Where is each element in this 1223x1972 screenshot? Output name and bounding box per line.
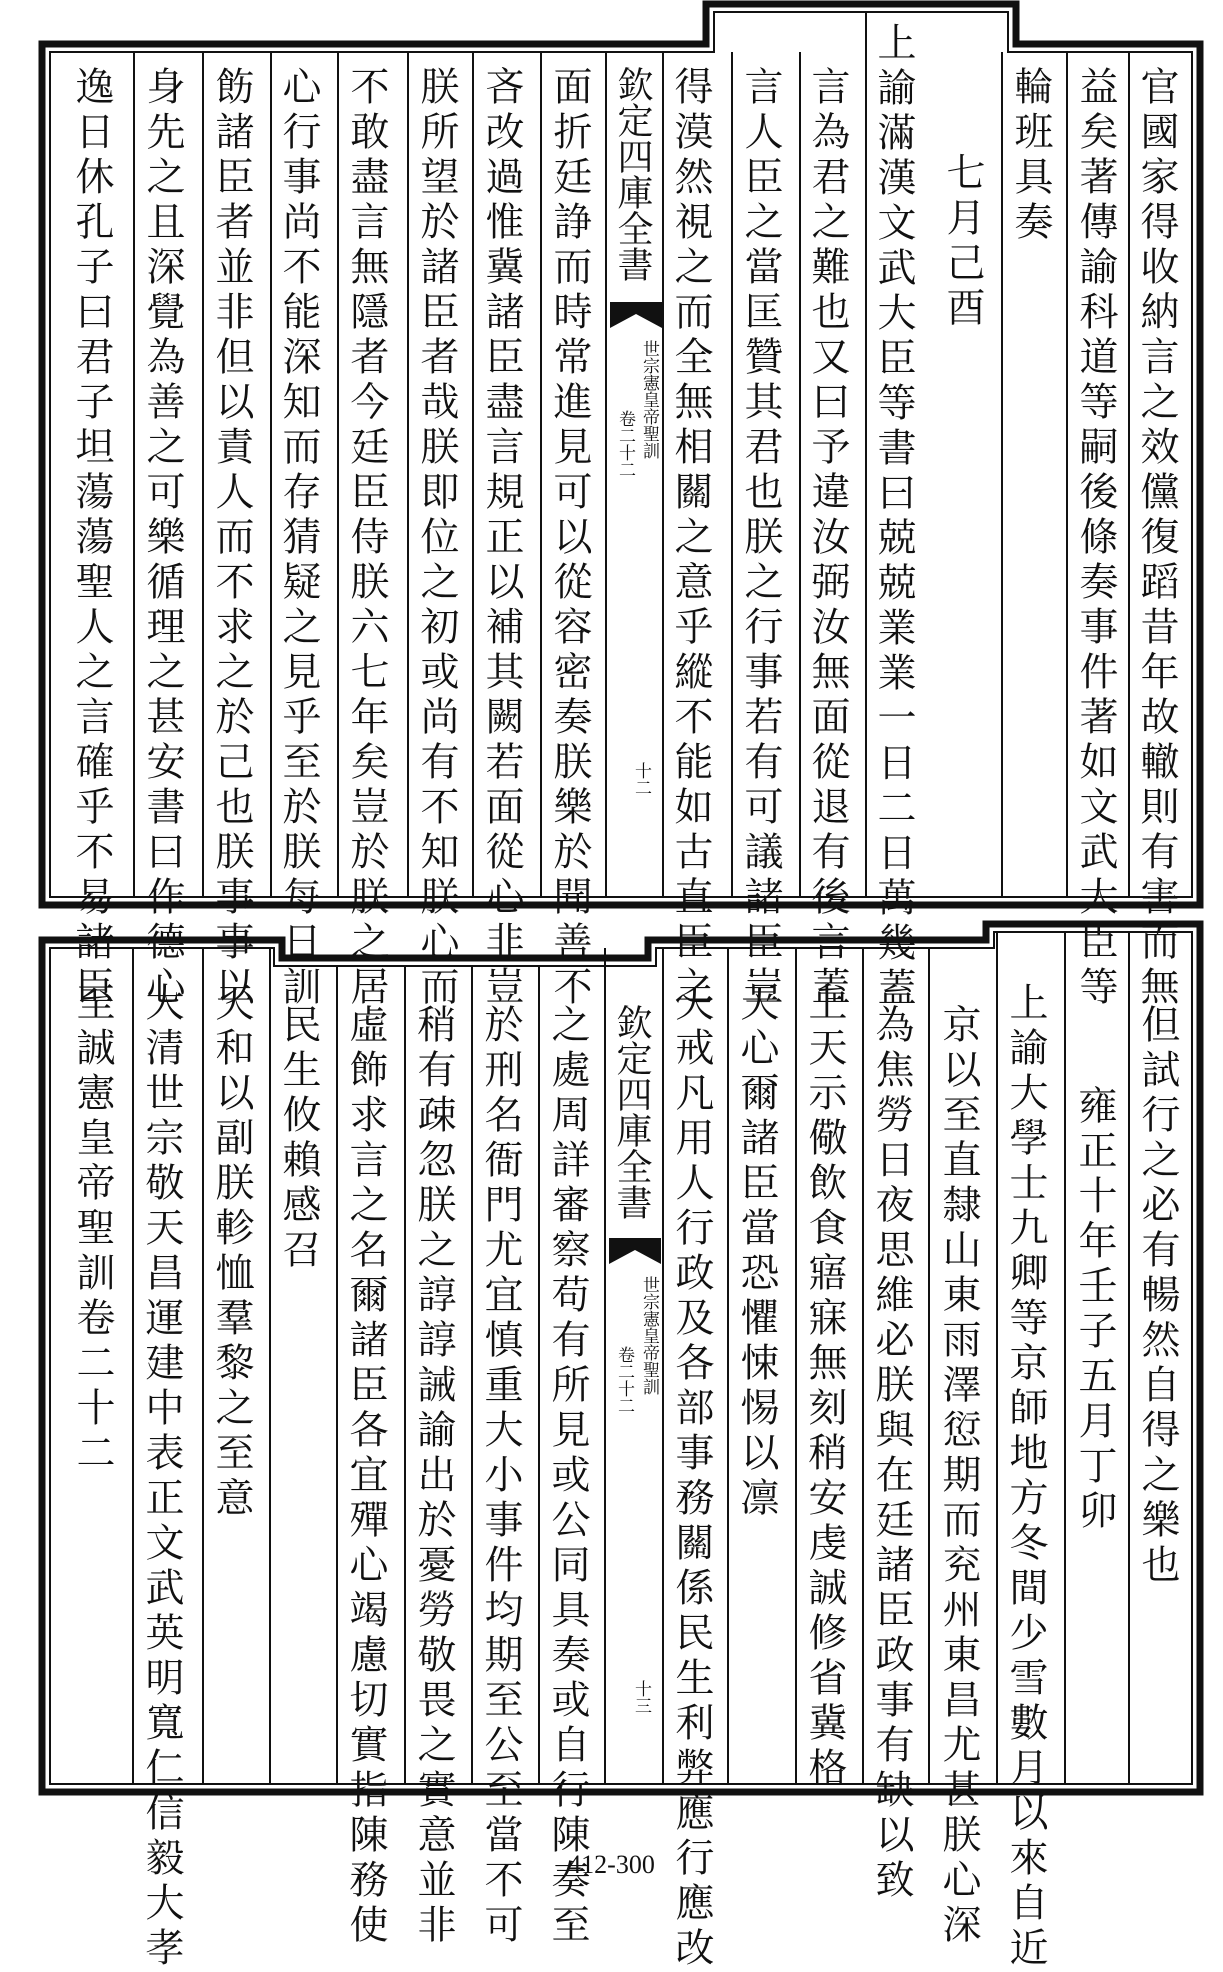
column-rule: [337, 52, 339, 897]
column-rule: [1001, 52, 1003, 897]
column-rule: [133, 52, 135, 897]
text-column: 不敢盡言無隱者今廷臣侍朕六七年矣豈於朕之居: [344, 66, 389, 1011]
center-title: 欽定四庫全書: [611, 1004, 652, 1220]
text-column: 益矣著傳諭科道等嗣後條奏事件著如文武大臣等: [1073, 66, 1118, 1011]
center-title: 欽定四庫全書: [612, 66, 653, 282]
text-column: 上諭大學士九卿等京師地方冬間少雪數月以來自近: [1003, 982, 1048, 1972]
center-subtitle: 世宗憲皇帝聖訓: [639, 340, 659, 459]
column-rule: [404, 966, 406, 1784]
column-rule: [1128, 932, 1130, 1784]
column-rule: [202, 52, 204, 897]
column-rule: [540, 52, 542, 897]
column-rule: [132, 948, 134, 1784]
column-rule: [336, 966, 338, 1784]
section-date: 雍正十年壬子五月丁卯: [1072, 1085, 1117, 1535]
column-rule: [604, 948, 606, 1784]
text-column: 得漠然視之而全無相關之意乎縱不能如古直臣之: [668, 66, 713, 1011]
column-rule: [269, 948, 271, 1784]
text-column: 天和以副朕軫恤羣黎之至意: [209, 982, 254, 1522]
text-column: 言為君之難也又曰予違汝弼汝無面從退有後言蓋: [805, 66, 850, 1011]
text-column: 民生攸賴感召: [276, 1004, 321, 1274]
text-column: 上天示儆飲食寤寐無刻稍安虔誠修省冀格: [802, 982, 847, 1792]
column-rule: [472, 52, 474, 897]
text-column: 虛飾求言之名爾諸臣各宜殫心竭慮切實指陳務使: [343, 1004, 388, 1949]
fishtail-marker: [608, 300, 664, 330]
column-rule: [662, 948, 664, 1784]
page-footer-number: 412-300: [568, 1850, 655, 1879]
center-subtitle: 世宗憲皇帝聖訓: [639, 1276, 659, 1395]
text-column: 大清世宗敬天昌運建中表正文武英明寬仁信毅大孝: [139, 982, 184, 1972]
column-rule: [1128, 52, 1130, 897]
text-column: 為焦勞日夜思維必朕與在廷諸臣政事有缺以致: [869, 1004, 914, 1904]
text-column: 逸日休孔子曰君子坦蕩蕩聖人之言確乎不易諸臣: [69, 66, 114, 1011]
column-rule: [407, 52, 409, 897]
column-rule: [799, 52, 801, 897]
column-rule: [731, 52, 733, 897]
column-rule: [928, 948, 930, 1784]
text-column: 於刑名衙門尤宜慎重大小事件均期至公至當不可: [478, 1004, 523, 1949]
column-rule: [1066, 52, 1068, 897]
column-rule: [1064, 932, 1066, 1784]
column-rule: [727, 948, 729, 1784]
text-column: 京以至直隸山東雨澤愆期而兖州東昌尤甚朕心深: [936, 1004, 981, 1949]
text-column: 朕所望於諸臣者哉朕即位之初或尚有不知朕心而: [414, 66, 459, 1011]
column-rule: [538, 966, 540, 1784]
text-column: 飭諸臣者並非但以責人而不求之於己也朕事事以: [209, 66, 254, 1011]
column-rule: [662, 52, 664, 897]
section-date: 七月己酉: [940, 152, 985, 332]
column-rule: [202, 948, 204, 1784]
fishtail-marker: [607, 1236, 663, 1266]
text-column: 心行事尚不能深知而存猜疑之見乎至於朕每日訓: [276, 66, 321, 1011]
text-column: 天戒凡用人行政及各部事務關係民生利弊應行應改: [669, 982, 714, 1972]
text-column: 但試行之必有暢然自得之樂也: [1135, 1004, 1180, 1589]
column-rule: [795, 948, 797, 1784]
column-rule: [862, 948, 864, 1784]
column-rule: [471, 966, 473, 1784]
column-rule: [865, 12, 867, 897]
text-column: 之處周詳審察苟有所見或公同具奏或自行陳奏至: [545, 1004, 590, 1949]
column-rule: [996, 932, 998, 1784]
text-column: 天心爾諸臣當恐懼悚惕以凛: [734, 982, 779, 1522]
center-volume: 卷二十二: [615, 410, 635, 478]
text-column: 面折廷諍而時常進見可以從容密奏朕樂於聞善不: [547, 66, 592, 1011]
text-column: 至誠憲皇帝聖訓卷二十二: [70, 982, 115, 1477]
text-column: 稍有疎忽朕之諄諄誡諭出於憂勞敬畏之實意並非: [411, 1004, 456, 1949]
center-page-number: 十三: [631, 1680, 651, 1714]
text-column: 言人臣之當匡贊其君也朕之行事若有可議諸臣豈: [738, 66, 783, 1011]
text-column: 吝改過惟冀諸臣盡言規正以補其闕若面從心非豈: [479, 66, 524, 1011]
text-column: 身先之且深覺為善之可樂循理之甚安書曰作德心: [140, 66, 185, 1011]
center-page-number: 十二: [631, 762, 651, 796]
center-volume: 卷二十二: [614, 1346, 634, 1414]
text-column: 輪班具奏: [1008, 66, 1053, 246]
text-column: 官國家得收納言之效儻復蹈昔年故轍則有害而無: [1134, 66, 1179, 1011]
column-rule: [605, 52, 607, 897]
text-column: 上諭滿漢文武大臣等書曰兢兢業業一日二日萬幾蓋: [871, 22, 916, 1012]
column-rule: [270, 52, 272, 897]
